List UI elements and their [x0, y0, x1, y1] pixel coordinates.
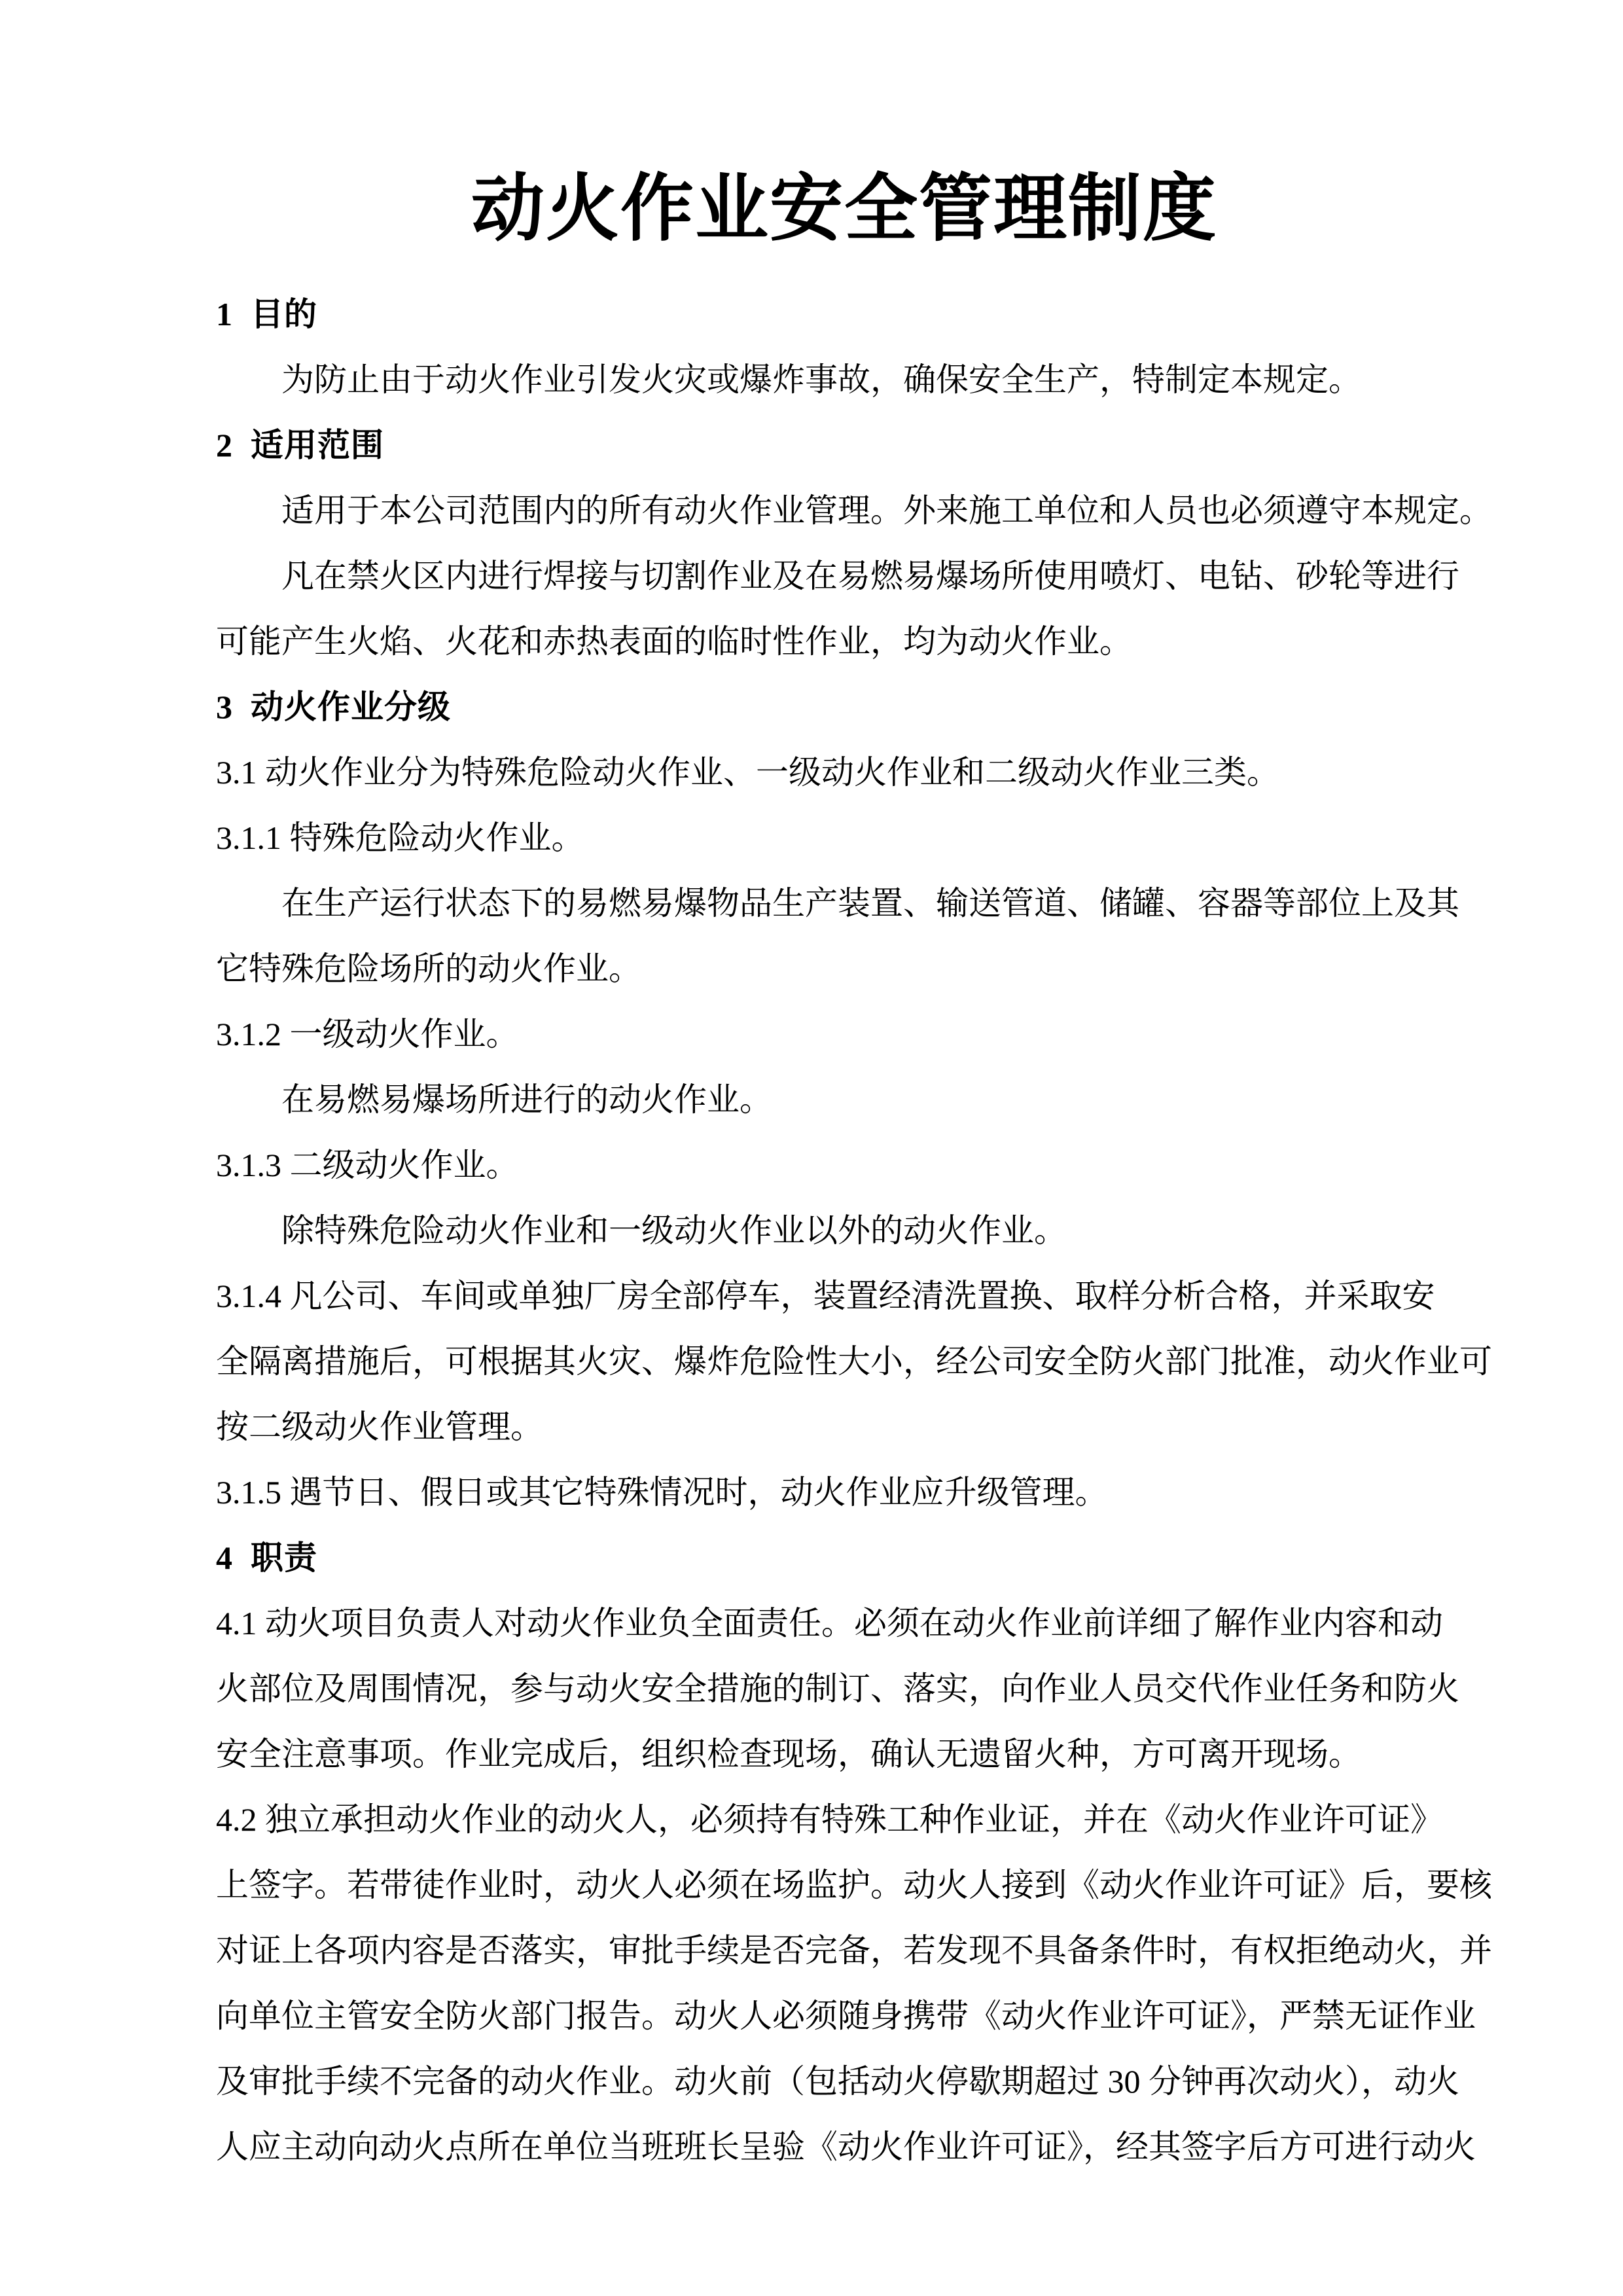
- text-line: 除特殊危险动火作业和一级动火作业以外的动火作业。: [281, 1212, 1067, 1249]
- text-line: 对证上各项内容是否落实，审批手续是否完备，若发现不具备条件时，有权拒绝动火，并: [216, 1932, 1492, 1969]
- text-line: 3.1.4 凡公司、车间或单独厂房全部停车，装置经清洗置换、取样分析合格，并采取安: [216, 1278, 1435, 1314]
- document-body: [216, 281, 1492, 2179]
- text-line: 3.1.2 一级动火作业。: [216, 1016, 519, 1052]
- text-line: 适用于本公司范围内的所有动火作业管理。外来施工单位和人员也必须遵守本规定。: [281, 492, 1492, 529]
- section-heading: 2 适用范围: [216, 427, 384, 463]
- text-line: 全隔离措施后，可根据其火灾、爆炸危险性大小，经公司安全防火部门批准，动火作业可: [216, 1343, 1492, 1380]
- text-line: 人应主动向动火点所在单位当班班长呈验《动火作业许可证》，经其签字后方可进行动火: [216, 2128, 1476, 2165]
- text-line: 3.1 动火作业分为特殊危险动火作业、一级动火作业和二级动火作业三类。: [216, 754, 1279, 791]
- text-line: 及审批手续不完备的动火作业。动火前（包括动火停歇期超过 30 分钟再次动火），动火: [216, 2063, 1459, 2100]
- text-line: 3.1.5 遇节日、假日或其它特殊情况时，动火作业应升级管理。: [216, 1474, 1108, 1511]
- section-heading: 4 职责: [216, 1539, 317, 1576]
- text-line: 按二级动火作业管理。: [216, 1408, 543, 1445]
- text-line: 3.1.1 特殊危险动火作业。: [216, 819, 584, 856]
- text-line: 可能产生火焰、火花和赤热表面的临时性作业，均为动火作业。: [216, 623, 1132, 660]
- text-line: 在易燃易爆场所进行的动火作业。: [281, 1081, 772, 1118]
- text-line: 在生产运行状态下的易燃易爆物品生产装置、输送管道、储罐、容器等部位上及其: [281, 885, 1459, 922]
- text-line: 4.1 动火项目负责人对动火作业负全面责任。必须在动火作业前详细了解作业内容和动: [216, 1605, 1443, 1641]
- document-title: 动火作业安全管理制度: [471, 169, 1217, 250]
- section-heading: 1 目的: [216, 296, 317, 332]
- text-line: 凡在禁火区内进行焊接与切割作业及在易燃易爆场所使用喷灯、电钻、砂轮等进行: [281, 558, 1459, 594]
- section-heading: 3 动火作业分级: [216, 689, 451, 725]
- text-line: 安全注意事项。作业完成后，组织检查现场，确认无遗留火种，方可离开现场。: [216, 1736, 1361, 1772]
- text-line: 上签字。若带徒作业时，动火人必须在场监护。动火人接到《动火作业许可证》后，要核: [216, 1867, 1492, 1903]
- text-line: 火部位及周围情况，参与动火安全措施的制订、落实，向作业人员交代作业任务和防火: [216, 1670, 1459, 1707]
- text-line: 为防止由于动火作业引发火灾或爆炸事故，确保安全生产，特制定本规定。: [281, 361, 1361, 398]
- text-line: 3.1.3 二级动火作业。: [216, 1147, 519, 1183]
- text-line: 4.2 独立承担动火作业的动火人，必须持有特殊工种作业证，并在《动火作业许可证》: [216, 1801, 1443, 1838]
- text-line: 它特殊危险场所的动火作业。: [216, 950, 641, 987]
- text-line: 向单位主管安全防火部门报告。动火人必须随身携带《动火作业许可证》，严禁无证作业: [216, 1998, 1476, 2034]
